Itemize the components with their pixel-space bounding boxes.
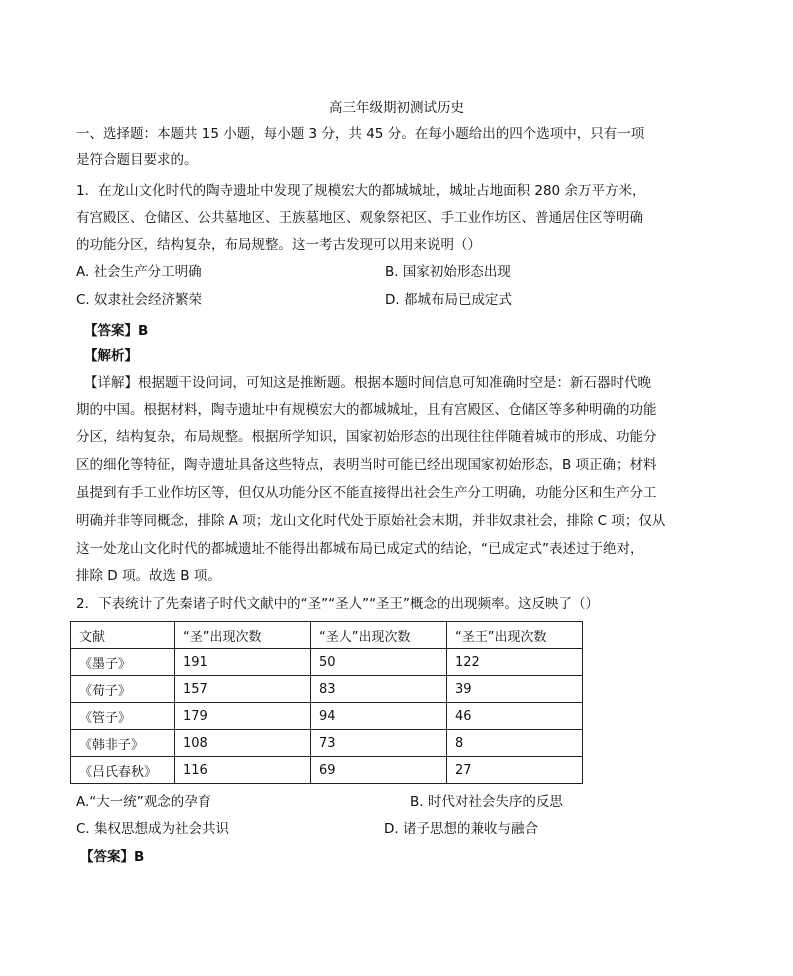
- table-header-cell: “圣”出现次数: [175, 622, 311, 649]
- q1-answer: 【答案】B: [84, 323, 149, 339]
- q1-option-a: A. 社会生产分工明确: [76, 264, 202, 280]
- q1-detail-line-3: 分区，结构复杂，布局规整。根据所学知识，国家初始形态的出现往往伴随着城市的形成、功能分: [76, 429, 657, 445]
- q2-option-a: A.“大一统”观念的孕育: [76, 794, 212, 810]
- q1-detail-line-6: 明确并非等同概念，排除 A 项；龙山文化时代处于原始社会末期，并非奴隶社会，排除 C 项；仅从: [76, 513, 666, 529]
- section-intro-line-1: 一、选择题：本题共 15 小题，每小题 3 分，共 45 分。在每小题给出的四个选项中，只有一项: [76, 126, 645, 142]
- q2-option-d: D. 诸子思想的兼收与融合: [384, 821, 538, 837]
- table-cell: 《墨子》: [71, 649, 175, 676]
- table-cell: 116: [175, 757, 311, 784]
- q1-stem-line-3: 的功能分区，结构复杂，布局规整。这一考古发现可以用来说明（）: [76, 237, 481, 253]
- q1-option-c: C. 奴隶社会经济繁荣: [76, 292, 203, 308]
- table-cell: 50: [311, 649, 447, 676]
- table-cell: 《韩非子》: [71, 730, 175, 757]
- q1-option-b: B. 国家初始形态出现: [385, 264, 511, 280]
- table-cell: 73: [311, 730, 447, 757]
- table-row: [71, 757, 583, 784]
- q1-option-d: D. 都城布局已成定式: [385, 292, 512, 308]
- q1-detail-line-1: 【详解】根据题干设问词，可知这是推断题。根据本题时间信息可知准确时空是：新石器时代晚: [84, 375, 651, 391]
- q1-analysis-label: 【解析】: [84, 348, 138, 364]
- q1-detail-line-4: 区的细化等特征，陶寺遗址具备这些特点，表明当时可能已经出现国家初始形态，B 项正确；材料: [76, 457, 657, 473]
- q2-data-table: [70, 621, 583, 784]
- q1-stem-line-2: 有宫殿区、仓储区、公共墓地区、王族墓地区、观象祭祀区、手工业作坊区、普通居住区等明确: [76, 210, 643, 226]
- table-row: [71, 703, 583, 730]
- table-row: [71, 730, 583, 757]
- table-cell: 8: [447, 730, 583, 757]
- table-header-row: [71, 622, 583, 649]
- table-cell: 69: [311, 757, 447, 784]
- q2-answer: 【答案】B: [80, 849, 145, 865]
- table-header-cell: 文献: [71, 622, 175, 649]
- section-intro-line-2: 是符合题目要求的。: [76, 152, 198, 168]
- table-header-cell: “圣人”出现次数: [311, 622, 447, 649]
- table-cell: 27: [447, 757, 583, 784]
- table-cell: 108: [175, 730, 311, 757]
- table-cell: 《管子》: [71, 703, 175, 730]
- table-cell: 83: [311, 676, 447, 703]
- q1-detail-line-5: 虽提到有手工业作坊区等，但仅从功能分区不能直接得出社会生产分工明确，功能分区和生产分工: [76, 485, 657, 501]
- q2-option-c: C. 集权思想成为社会共识: [76, 821, 230, 837]
- table-row: [71, 649, 583, 676]
- q1-stem-line-1: 1．在龙山文化时代的陶寺遗址中发现了规模宏大的都城城址，城址占地面积 280 余万平方米，: [76, 183, 646, 199]
- q2-stem: 2．下表统计了先秦诸子时代文献中的“圣”“圣人”“圣王”概念的出现频率。这反映了（）: [76, 596, 600, 612]
- q2-option-b: B. 时代对社会失序的反思: [410, 794, 563, 810]
- q1-detail-line-2: 期的中国。根据材料，陶寺遗址中有规模宏大的都城城址，且有宫殿区、仓储区等多种明确的功能: [76, 402, 657, 418]
- table-cell: 94: [311, 703, 447, 730]
- table-header-cell: “圣王”出现次数: [447, 622, 583, 649]
- q1-detail-line-8: 排除 D 项。故选 B 项。: [76, 568, 221, 584]
- q1-detail-line-7: 这一处龙山文化时代的都城遗址不能得出都城布局已成定式的结论，“已成定式”表述过于绝对，: [76, 541, 644, 557]
- table-cell: 《吕氏春秋》: [71, 757, 175, 784]
- page-title: 高三年级期初测试历史: [329, 100, 464, 116]
- table-cell: 122: [447, 649, 583, 676]
- table-cell: 46: [447, 703, 583, 730]
- table-cell: 157: [175, 676, 311, 703]
- table-cell: 179: [175, 703, 311, 730]
- table-cell: 191: [175, 649, 311, 676]
- table-cell: 《荀子》: [71, 676, 175, 703]
- table-row: [71, 676, 583, 703]
- table-cell: 39: [447, 676, 583, 703]
